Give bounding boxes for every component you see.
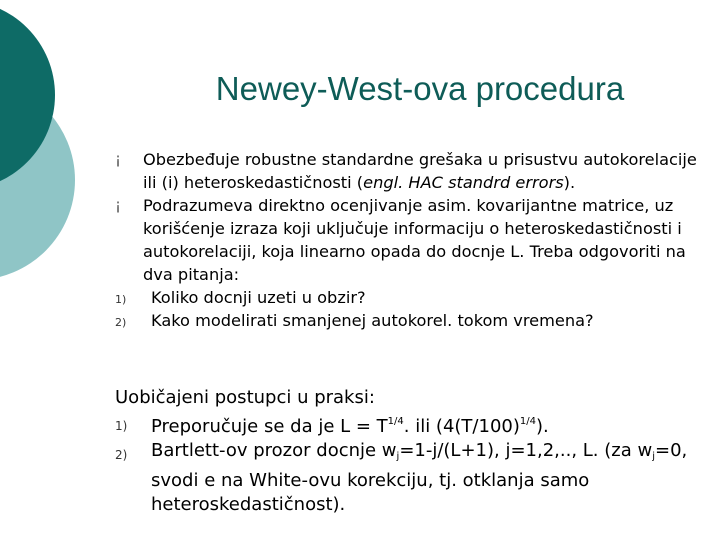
exponent: 1/4 [519,416,536,427]
bullet-text-italic: engl. HAC standrd errors [363,173,564,192]
title-underline [120,118,720,120]
circle-bullet-icon: ¡ [115,196,122,214]
bullet-text: Obezbeđuje robustne standardne grešaka u prisustvu autokorelacije ili (i) heteroskedastičnosti ( [143,150,697,192]
list-item [115,410,705,439]
formula-text: Bartlett-ov prozor docnje w [151,440,397,461]
subscript: j [652,451,655,462]
list-item [115,309,705,332]
circle-bullet-icon: ¡ [115,150,122,168]
item-number: 2) [115,448,128,462]
exponent: 1/4 [387,416,404,427]
slide-title: Newey-West-ova procedura [215,70,625,107]
bullet-text-end: ). [563,173,576,192]
section-heading: Uobičajeni postupci u praksi: [115,387,375,408]
item-number: 2) [115,316,127,329]
item-number: 1) [115,293,127,306]
item-text: Koliko docnji uzeti u obzir? [151,288,366,307]
formula-text: . ili (4(T/100) [403,416,520,437]
formula-text: =1-j/(L+1), j=1,2,.., L. (za w [399,440,653,461]
item-number: 1) [115,419,128,433]
formula-text: ). [535,416,549,437]
list-item [115,194,705,286]
bullet-list [115,148,705,332]
list-item [115,439,705,517]
item-text: Kako modelirati smanjenej autokorel. tokom vremena? [151,311,594,330]
list-item [115,286,705,309]
decorative-circles [0,0,120,320]
list-item [115,148,705,194]
formula-text: Preporučuje se da je L = T [151,416,388,437]
practice-section [115,386,705,517]
subscript: j [396,451,400,462]
formula-text: =0, svodi e na White-ovu korekciju, tj. otklanja samo heteroskedastičnost). [151,440,688,515]
bullet-text: Podrazumeva direktno ocenjivanje asim. kovarijantne matrice, uz korišćenje izraza koji uključuje informaciju o heteroskedastičnosti i autokorelaciji, koja linearno opada do docnje L. Treba odgovoriti na dva pitanja: [143,196,686,284]
